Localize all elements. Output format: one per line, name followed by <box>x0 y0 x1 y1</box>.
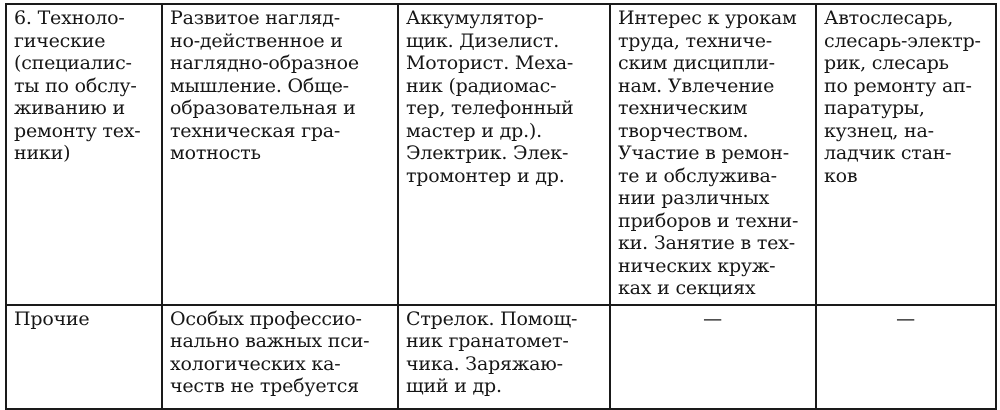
table-cell-interests: — <box>610 305 816 409</box>
table-cell-specialties: Аккумулятор- щик. Дизелист. Моторист. Меха- ник (радиомас- тер, телефонный мастер и др.). Электрик. Элек- тромонтер и др. <box>398 4 610 305</box>
profession-table <box>5 3 997 410</box>
table-row <box>6 4 996 305</box>
table-row <box>6 305 996 409</box>
table-cell-qualities: Развитое нагляд- но-действенное и наглядно-образное мышление. Обще- образовательная и техническая гра- мотность <box>162 4 398 305</box>
table-cell-specialties: Стрелок. Помощ- ник гранатомет- чика. Заряжаю- щий и др. <box>398 305 610 409</box>
table-cell-interests: Интерес к урокам труда, техниче- ским дисципли- нам. Увлечение техническим творчеством. Участие в ремон- те и обслужива- нии различных приборов и техни- ки. Занятие в тех- нических круж- ках и секциях <box>610 4 816 305</box>
table-cell-qualities: Особых профессио- нально важных пси- хологических ка- честв не требуется <box>162 305 398 409</box>
table-cell-civil-professions: Автослесарь, слесарь-электр- рик, слесарь по ремонту ап- паратуры, кузнец, на- ладчик стан- ков <box>816 4 996 305</box>
table-cell-category: Прочие <box>6 305 162 409</box>
table-cell-civil-professions: — <box>816 305 996 409</box>
table-cell-category: 6. Техноло- гические (специалис- ты по обслу- живанию и ремонту тех- ники) <box>6 4 162 305</box>
